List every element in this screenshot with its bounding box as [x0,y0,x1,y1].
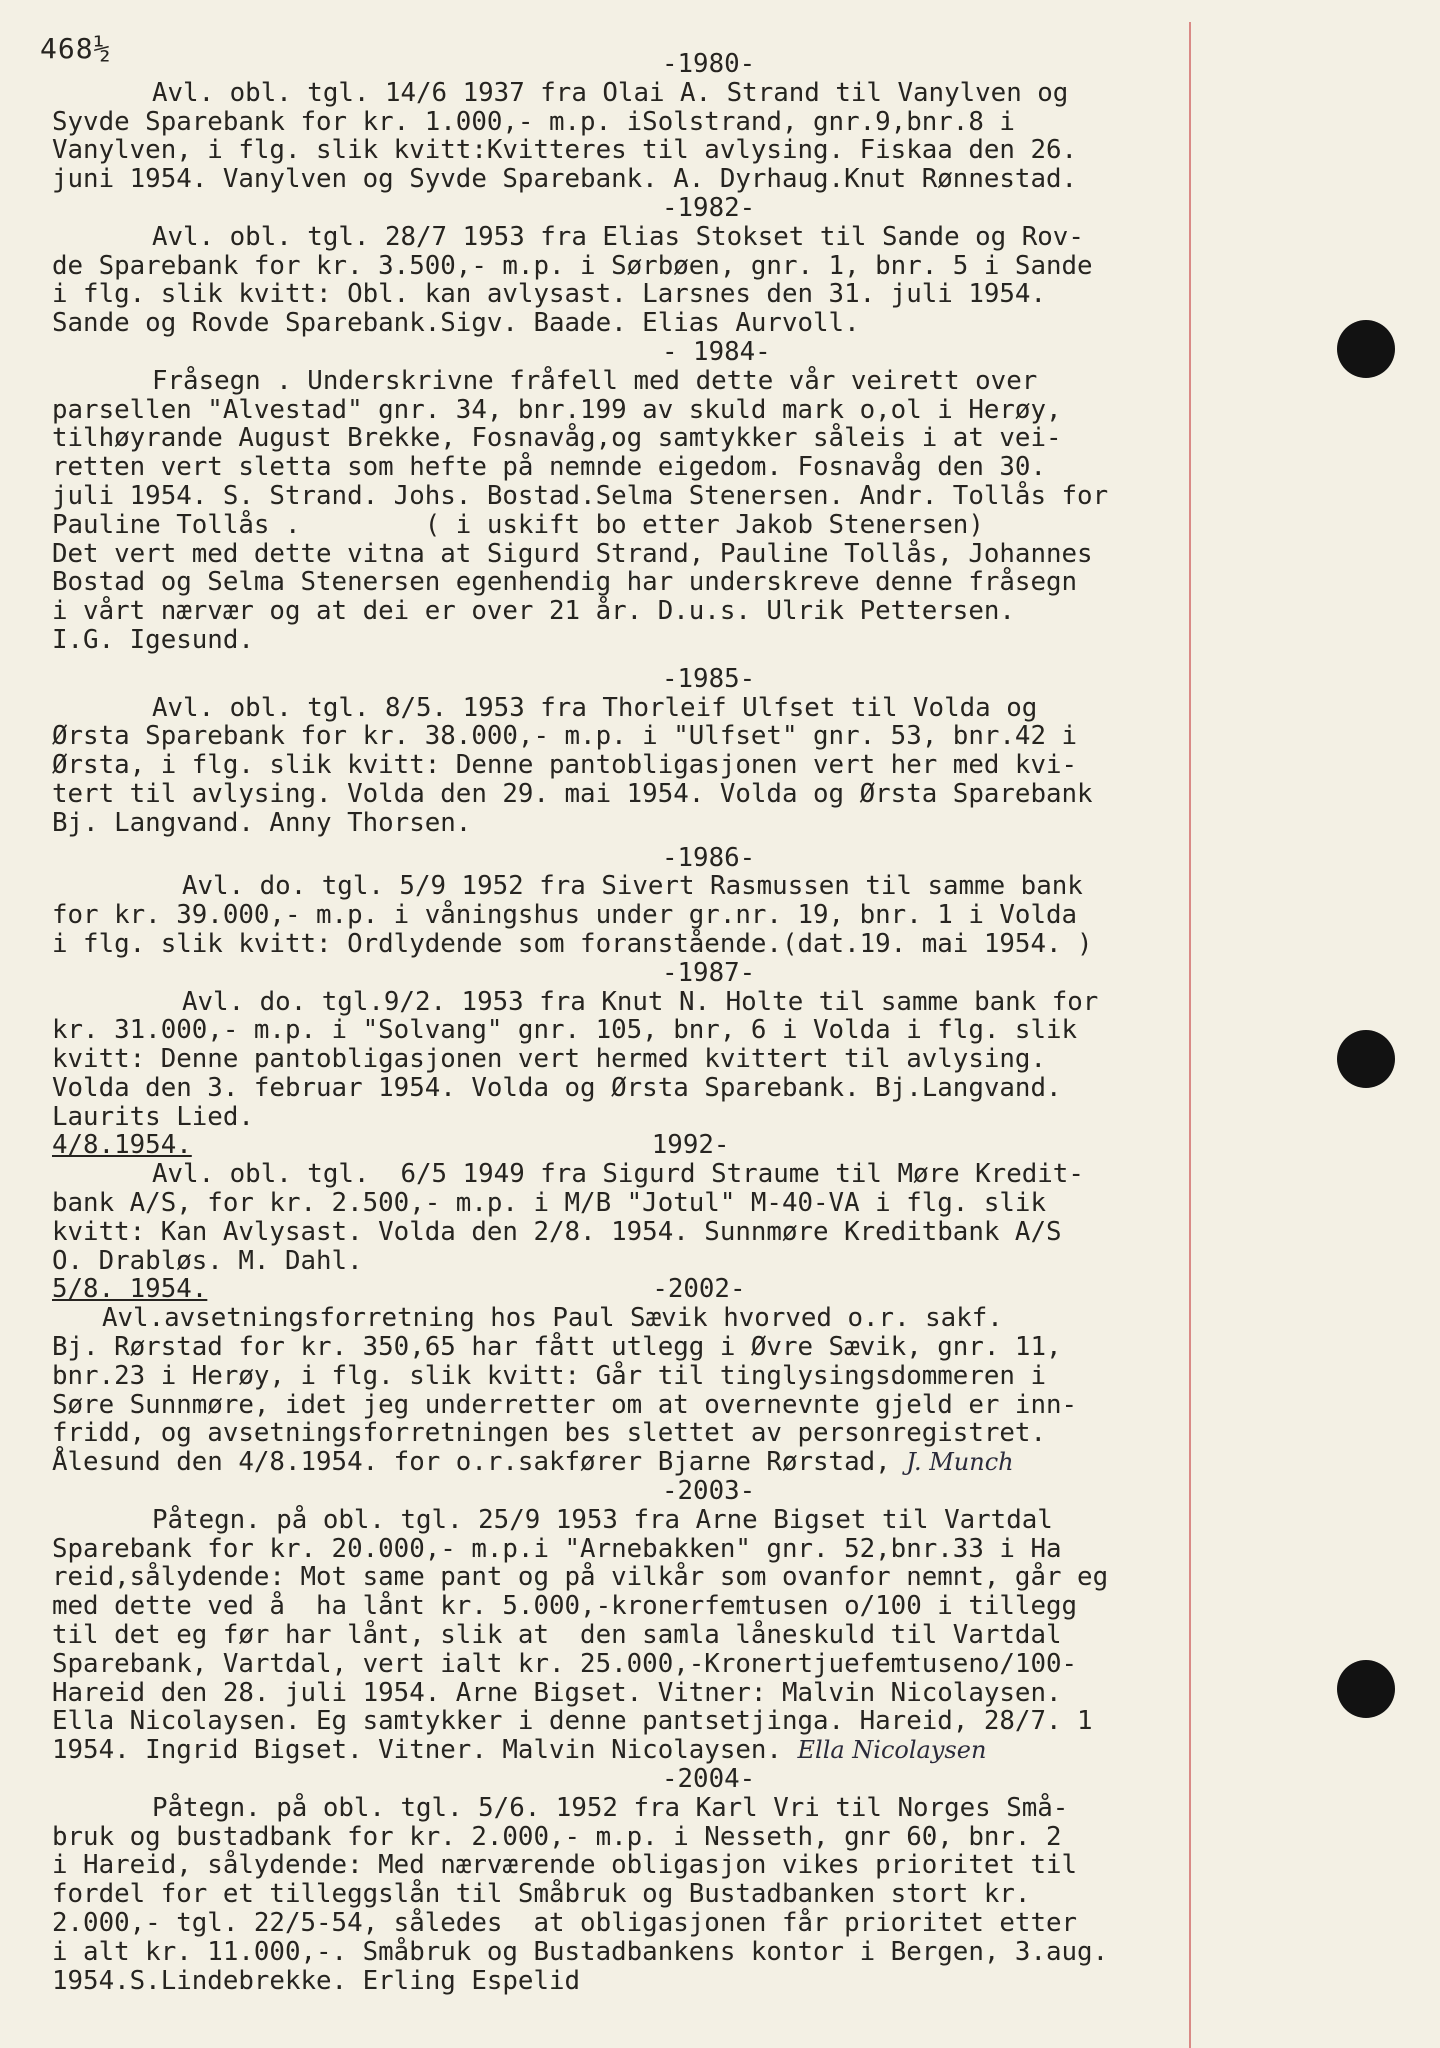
entry-line: 2.000,- tgl. 22/5-54, således at obligasjonen får prioritet etter [52,1908,1078,1938]
entry-line: Avl. obl. tgl. 8/5. 1953 fra Thorleif Ulfset til Volda og [152,692,1038,723]
entry-line: I.G. Igesund. [52,624,254,655]
entry-line: med dette ved å ha lånt kr. 5.000,-kronerfemtusen o/100 i tillegg [52,1591,1078,1622]
entry-number: -1982- [662,192,756,223]
entry-line: bank A/S, for kr. 2.500,- m.p. i M/B "Jotul" M-40-VA i flg. slik [52,1188,1046,1219]
entry-line: i alt kr. 11.000,-. Småbruk og Bustadbankens kontor i Bergen, 3.aug. [52,1936,1109,1967]
entry-line: retten vert sletta som hefte på nemnde eigedom. Fosnavåg den 30. [52,452,1046,483]
entry-line [52,1736,1192,1765]
entry-line: kvitt: Denne pantobligasjonen vert hermed kvittert til avlysing. [52,1044,1046,1075]
entry-header [52,1131,1192,1160]
entry-1987 [52,959,1192,1132]
entry-line: Bj. Langvand. Anny Thorsen. [52,807,472,838]
entry-number: 1992- [651,1130,730,1161]
entry-line: Laurits Lied. [52,1101,254,1132]
entry-line: til det eg før har lånt, slik at den samla låneskuld til Vartdal [52,1620,1062,1651]
entry-line: for kr. 39.000,- m.p. i våningshus under gr.nr. 19, bnr. 1 i Volda [52,900,1078,931]
entry-number: -1986- [662,842,756,873]
entry-line: fridd, og avsetningsforretningen bes slettet av personregistret. [52,1418,1046,1449]
entry-line: i vårt nærvær og at dei er over 21 år. D.u.s. Ulrik Pettersen. [52,596,1015,627]
ledger-body [52,50,1192,1995]
entry-number: -1980- [662,49,756,79]
handwritten-signature: J. Munch [906,1448,1014,1477]
entry-line: bruk og bustadbank for kr. 2.000,- m.p. i Nesseth, gnr 60, bnr. 2 [52,1821,1062,1852]
entry-1985 [52,665,1192,838]
punch-hole [1337,1660,1395,1718]
entry-1986 [52,844,1192,959]
entry-line: Det vert med dette vitna at Sigurd Strand, Pauline Tollås, Johannes [52,538,1093,569]
entry-line: bnr.23 i Herøy, i flg. slik kvitt: Går til tinglysingsdommeren i [52,1360,1046,1391]
punch-hole [1337,320,1395,378]
entry-line: Avl. obl. tgl. 28/7 1953 fra Elias Stokset til Sande og Rov- [152,221,1084,252]
entry-line-text: 1954. Ingrid Bigset. Vitner. Malvin Nicolaysen. [52,1735,782,1766]
punch-hole [1337,1030,1395,1088]
entry-line: Bj. Rørstad for kr. 350,65 har fått utlegg i Øvre Sævik, gnr. 11, [52,1332,1062,1363]
entry-header [52,1275,1192,1304]
entry-line: fordel for et tilleggslån til Småbruk og Bustadbanken stort kr. [52,1879,1031,1910]
entry-line: kvitt: Kan Avlysast. Volda den 2/8. 1954. Sunnmøre Kreditbank A/S [52,1216,1062,1247]
entry-line: Ella Nicolaysen. Eg samtykker i denne pantsetjinga. Hareid, 28/7. 1 [52,1706,1093,1737]
entry-line: i flg. slik kvitt: Obl. kan avlysast. Larsnes den 31. juli 1954. [52,279,1046,310]
entry-number: -1987- [662,957,756,988]
entry-line: Volda den 3. februar 1954. Volda og Ørsta Sparebank. Bj.Langvand. [52,1072,1062,1103]
entry-number: -2002- [652,1274,746,1305]
entry-line: Avl. obl. tgl. 6/5 1949 fra Sigurd Straume til Møre Kredit- [152,1159,1084,1190]
entry-line: Ørsta Sparebank for kr. 38.000,- m.p. i "Ulfset" gnr. 53, bnr.42 i [52,721,1078,752]
entry-line: reid,sålydende: Mot same pant og på vilkår som ovanfor nemnt, går eg [52,1562,1109,1593]
entry-line: Sparebank, Vartdal, vert ialt kr. 25.000,-Kronertjuefemtuseno/100- [52,1648,1078,1679]
entry-2002 [52,1275,1192,1477]
entry-line: Pauline Tollås . ( i uskift bo etter Jakob Stenersen) [52,509,984,540]
entry-number: -1985- [662,663,756,694]
entry-line: 1954.S.Lindebrekke. Erling Espelid [52,1965,581,1996]
entry-line: Avl.avsetningsforretning hos Paul Sævik hvorved o.r. sakf. [102,1303,1003,1334]
entry-line: Avl. do. tgl. 5/9 1952 fra Sivert Rasmussen til samme bank [182,871,1083,902]
entry-line: Sparebank for kr. 20.000,- m.p.i "Arnebakken" gnr. 52,bnr.33 i Ha [52,1533,1062,1564]
entry-line: Påtegn. på obl. tgl. 5/6. 1952 fra Karl Vri til Norges Små- [152,1792,1069,1823]
handwritten-signature: Ella Nicolaysen [797,1736,987,1765]
entry-line: Fråsegn . Underskrivne fråfell med dette vår veirett over [152,365,1038,396]
entry-line: Påtegn. på obl. tgl. 25/9 1953 fra Arne Bigset til Vartdal [152,1504,1053,1535]
entry-line: i flg. slik kvitt: Ordlydende som foranstående.(dat.19. mai 1954. ) [52,928,1093,959]
entry-line: Ørsta, i flg. slik kvitt: Denne pantobligasjonen vert her med kvi- [52,750,1078,781]
entry-1992 [52,1131,1192,1275]
entry-line: kr. 31.000,- m.p. i "Solvang" gnr. 105, bnr, 6 i Volda i flg. slik [52,1015,1078,1046]
entry-line [52,1448,1192,1477]
page-number: 468½ [40,32,112,65]
entry-1984 [52,338,1192,655]
entry-number: -2004- [662,1764,756,1795]
entry-2004 [52,1765,1192,1995]
entry-1980 [52,50,1192,194]
entry-date: 4/8.1954. [52,1130,192,1161]
entry-line: Hareid den 28. juli 1954. Arne Bigset. Vitner: Malvin Nicolaysen. [52,1677,1062,1708]
entry-line: de Sparebank for kr. 3.500,- m.p. i Sørbøen, gnr. 1, bnr. 5 i Sande [52,250,1093,281]
entry-line: O. Drabløs. M. Dahl. [52,1245,363,1276]
entry-line: Avl. do. tgl.9/2. 1953 fra Knut N. Holte til samme bank for [182,986,1099,1017]
entry-line: parsellen "Alvestad" gnr. 34, bnr.199 av skuld mark o,ol i Herøy, [52,394,1062,425]
entry-line: Syvde Sparebank for kr. 1.000,- m.p. iSolstrand, gnr.9,bnr.8 i [52,106,1015,137]
entry-line: juli 1954. S. Strand. Johs. Bostad.Selma Stenersen. Andr. Tollås for [52,480,1109,511]
entry-line: Vanylven, i flg. slik kvitt:Kvitteres til avlysing. Fiskaa den 26. [52,135,1078,166]
entry-line: Avl. obl. tgl. 14/6 1937 fra Olai A. Strand til Vanylven og [152,77,1069,108]
entry-date: 5/8. 1954. [52,1274,208,1305]
entry-line: Sande og Rovde Sparebank.Sigv. Baade. Elias Aurvoll. [52,308,860,339]
entry-line: Søre Sunnmøre, idet jeg underretter om at overnevnte gjeld er inn- [52,1389,1078,1420]
entry-line: tilhøyrande August Brekke, Fosnavåg,og samtykker såleis i at vei- [52,423,1062,454]
entry-number: - 1984- [662,336,771,367]
entry-line: i Hareid, sålydende: Med nærværende obligasjon vikes prioritet til [52,1850,1078,1881]
entry-line: Bostad og Selma Stenersen egenhendig har underskreve denne fråsegn [52,567,1078,598]
entry-line-text: Ålesund den 4/8.1954. for o.r.sakfører Bjarne Rørstad, [52,1447,891,1478]
entry-1982 [52,194,1192,338]
entry-line: juni 1954. Vanylven og Syvde Sparebank. A. Dyrhaug.Knut Rønnestad. [52,164,1078,195]
entry-line: tert til avlysing. Volda den 29. mai 1954. Volda og Ørsta Sparebank [52,778,1093,809]
entry-number: -2003- [662,1476,756,1507]
entry-2003 [52,1477,1192,1765]
